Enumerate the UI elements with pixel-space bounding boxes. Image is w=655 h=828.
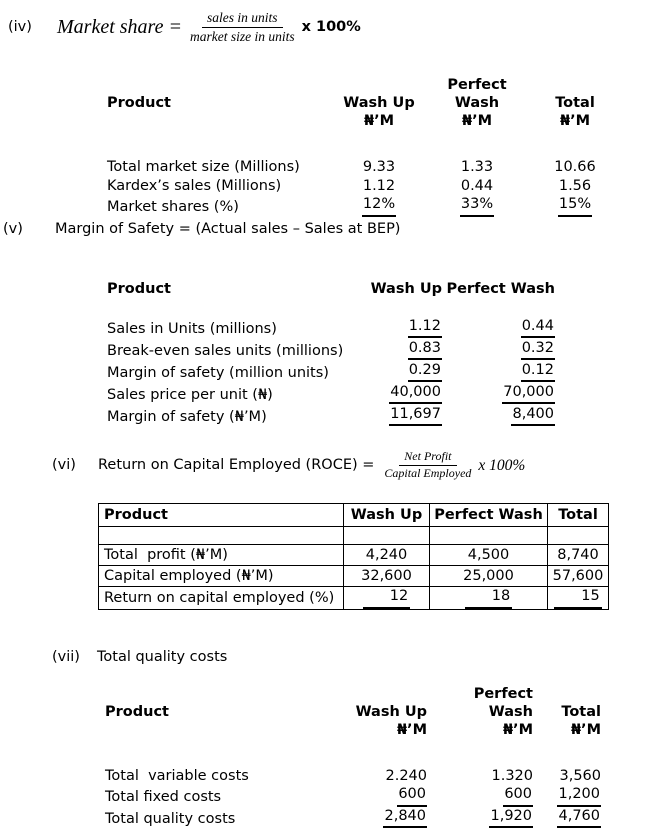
row-label: Capital employed (₦’M) — [99, 566, 344, 587]
row-label: Margin of safety (₦’M) — [107, 408, 267, 425]
header-perfect-wash: Perfect Wash — [446, 280, 555, 297]
cell-wash-up: 32,600 — [344, 566, 430, 587]
cell-wash-up: 4,240 — [344, 545, 430, 566]
header-wash-up: Wash Up — [344, 504, 430, 527]
cell-total: 10.66 — [554, 159, 596, 176]
row-label: Break-even sales units (millions) — [107, 342, 344, 359]
unit-naira-millions: ₦’M — [363, 113, 395, 130]
underlined-value: 12 — [363, 587, 410, 609]
header-total: Total — [555, 95, 595, 112]
unit-naira-millions: ₦’M — [502, 722, 533, 739]
margin-of-safety-title: Margin of Safety = (Actual sales – Sales at BEP) — [55, 221, 401, 237]
header-perfect-wash: Perfect Wash — [473, 686, 533, 721]
fraction-denominator: Capital Employed — [384, 465, 472, 480]
quality-costs-title: Total quality costs — [97, 649, 228, 665]
header-product: Product — [99, 504, 344, 527]
row-label: Kardex’s sales (Millions) — [107, 178, 282, 195]
header-perfect-wash: Perfect Wash — [447, 77, 507, 112]
underlined-value: 0.83 — [408, 339, 442, 360]
table-unit-row — [105, 721, 601, 739]
fraction-numerator: Net Profit — [399, 450, 456, 466]
times-100-percent: x 100% — [301, 18, 361, 35]
underlined-value: 15 — [554, 587, 601, 609]
header-total: Total — [548, 504, 609, 527]
section-iv-heading — [8, 10, 361, 44]
section-v-heading — [3, 220, 400, 238]
row-label: Total quality costs — [105, 810, 236, 827]
cell-perfect-wash: 1.320 — [491, 768, 533, 785]
row-label: Return on capital employed (%) — [99, 587, 344, 610]
section-vi-number: (vi) — [52, 457, 76, 474]
spacer-row — [107, 130, 620, 157]
section-v-number: (v) — [3, 221, 23, 237]
cell-perfect-wash: 25,000 — [430, 566, 548, 587]
row-label: Total fixed costs — [105, 789, 222, 806]
cell-total: 57,600 — [548, 566, 609, 587]
unit-naira-millions: ₦’M — [461, 113, 493, 130]
section-vi-heading — [52, 450, 525, 481]
spacer-row — [107, 298, 555, 316]
table-header-row — [107, 278, 555, 298]
cell-perfect-wash: 4,500 — [430, 545, 548, 566]
underlined-value: 18 — [465, 587, 512, 609]
unit-naira-millions: ₦’M — [559, 113, 591, 130]
underlined-value: 12% — [362, 195, 396, 216]
table-header-row — [105, 685, 601, 721]
underlined-value: 11,697 — [389, 405, 442, 426]
spacer-row — [105, 739, 601, 765]
underlined-value: 0.12 — [521, 361, 555, 382]
underlined-value: 600 — [503, 785, 533, 806]
quality-costs-table — [105, 685, 601, 828]
table-row — [105, 765, 601, 785]
section-iv-number: (iv) — [8, 18, 32, 35]
row-label: Market shares (%) — [107, 199, 239, 216]
market-share-formula-lhs: Market share = — [57, 15, 182, 38]
market-share-fraction — [190, 10, 295, 44]
section-vii-number: (vii) — [52, 649, 80, 665]
table-row — [99, 587, 609, 610]
underlined-value: 40,000 — [389, 383, 442, 404]
table-row — [107, 195, 620, 216]
row-label: Total profit (₦’M) — [99, 545, 344, 566]
table-unit-row — [107, 112, 620, 130]
underlined-value: 8,400 — [511, 405, 555, 426]
underlined-value: 1,200 — [557, 785, 601, 806]
row-label: Total market size (Millions) — [107, 159, 300, 176]
roce-fraction — [384, 450, 471, 481]
cell-wash-up: 2.240 — [385, 768, 427, 785]
unit-naira-millions: ₦’M — [396, 722, 427, 739]
table-header-row — [99, 504, 609, 527]
cell-total: 3,560 — [559, 768, 601, 785]
header-total: Total — [561, 704, 601, 721]
cell-wash-up: 1.12 — [362, 178, 396, 195]
table-header-row — [107, 76, 620, 112]
header-product: Product — [107, 280, 171, 297]
table-row — [99, 545, 609, 566]
underlined-value: 70,000 — [502, 383, 555, 404]
cell-perfect-wash: 1.33 — [460, 159, 494, 176]
row-label: Sales price per unit (₦) — [107, 386, 273, 403]
underlined-value: 1,920 — [489, 807, 533, 828]
margin-of-safety-table — [107, 278, 555, 426]
underlined-value: 1.12 — [408, 317, 442, 338]
unit-naira-millions: ₦’M — [570, 722, 601, 739]
header-product: Product — [105, 704, 169, 721]
underlined-value: 0.32 — [521, 339, 555, 360]
roce-table — [98, 503, 609, 610]
table-row — [107, 404, 555, 426]
header-product: Product — [107, 95, 171, 112]
table-row — [107, 157, 620, 176]
cell-total: 8,740 — [548, 545, 609, 566]
header-wash-up: Wash Up — [370, 280, 442, 297]
market-share-table — [107, 76, 620, 217]
header-wash-up: Wash Up — [343, 95, 415, 112]
table-row — [107, 360, 555, 382]
fraction-numerator: sales in units — [202, 10, 283, 28]
fraction-denominator: market size in units — [189, 28, 295, 44]
empty-row — [99, 527, 609, 545]
table-row — [107, 316, 555, 338]
cell-wash-up: 9.33 — [362, 159, 396, 176]
header-wash-up: Wash Up — [355, 704, 427, 721]
underlined-value: 600 — [397, 785, 427, 806]
table-row — [99, 566, 609, 587]
table-row — [107, 176, 620, 195]
cell-total: 1.56 — [558, 178, 592, 195]
section-vii-heading — [52, 648, 227, 666]
underlined-value: 0.29 — [408, 361, 442, 382]
row-label: Margin of safety (million units) — [107, 364, 329, 381]
table-row — [107, 382, 555, 404]
cell-perfect-wash: 0.44 — [460, 178, 494, 195]
table-row — [105, 807, 601, 828]
underlined-value: 2,840 — [383, 807, 427, 828]
row-label: Total variable costs — [105, 768, 249, 785]
times-100-percent: x 100% — [478, 456, 526, 474]
underlined-value: 15% — [558, 195, 592, 216]
table-row — [105, 785, 601, 806]
row-label: Sales in Units (millions) — [107, 320, 277, 337]
underlined-value: 33% — [460, 195, 494, 216]
underlined-value: 4,760 — [557, 807, 601, 828]
table-row — [107, 338, 555, 360]
roce-formula-lhs: Return on Capital Employed (ROCE) = — [98, 457, 375, 474]
underlined-value: 0.44 — [521, 317, 555, 338]
header-perfect-wash: Perfect Wash — [430, 504, 548, 527]
